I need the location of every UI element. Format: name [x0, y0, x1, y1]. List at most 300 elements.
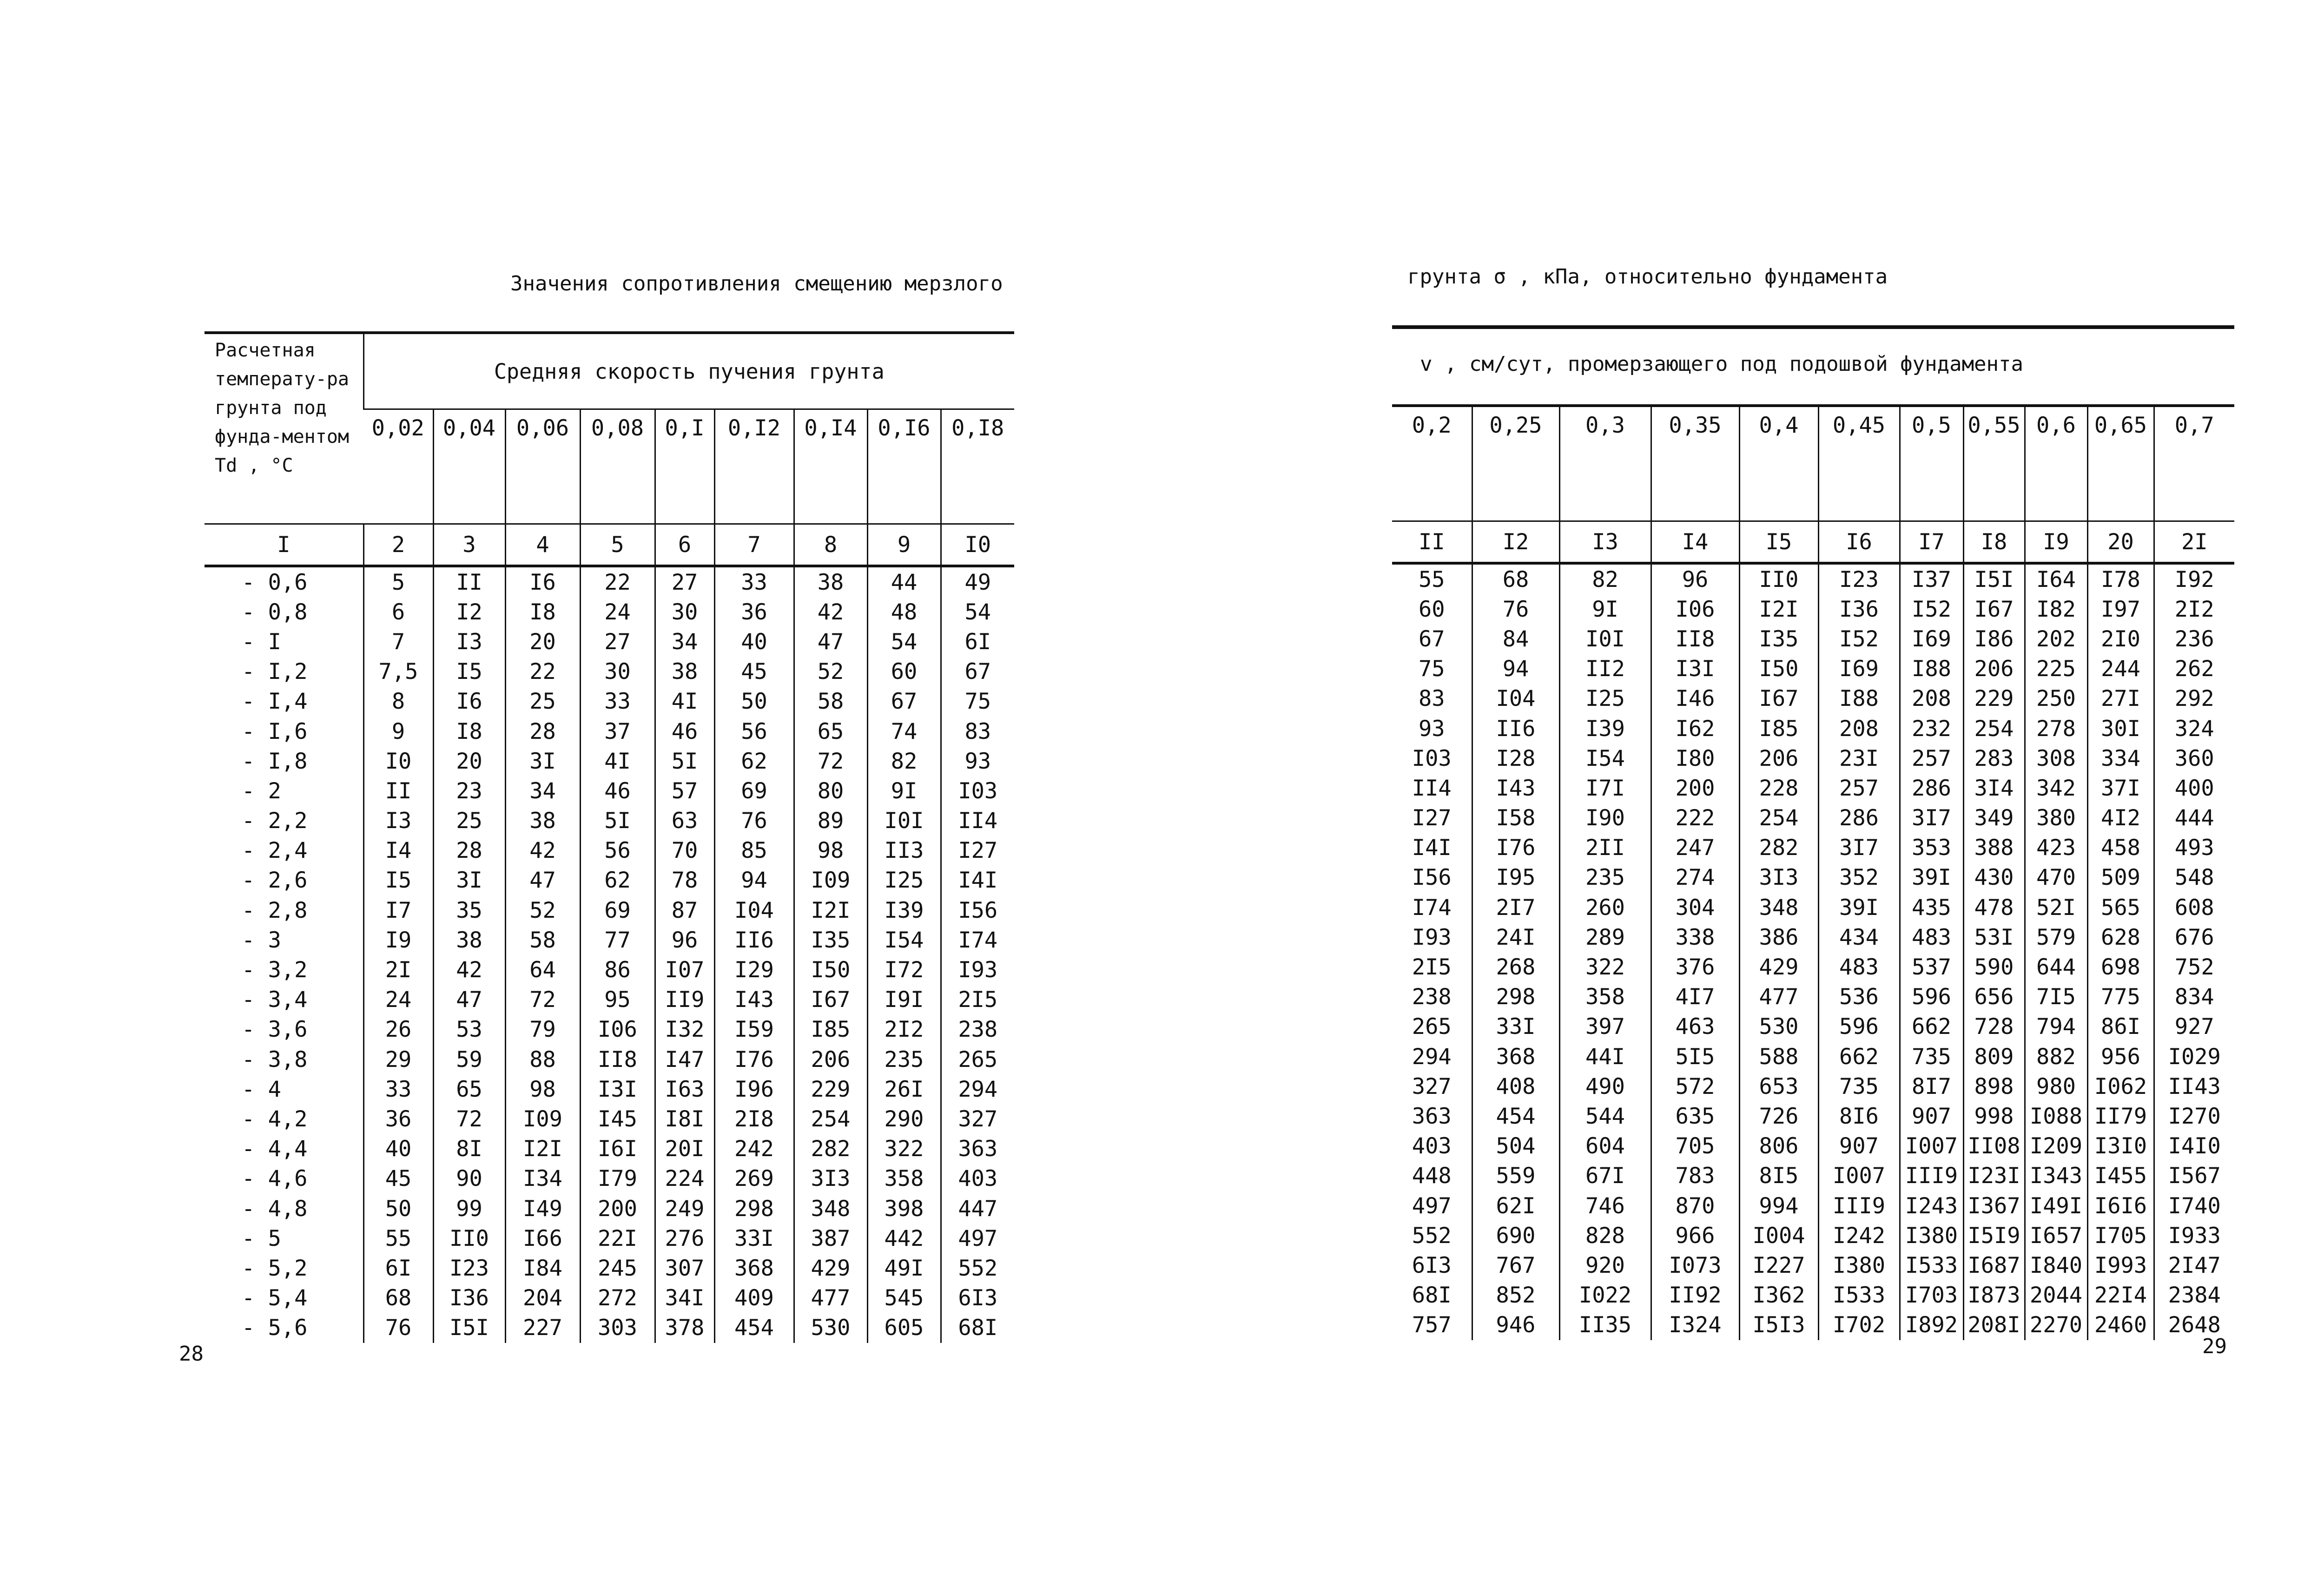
- table-cell: 304: [1651, 893, 1739, 922]
- table-cell: I007: [1900, 1132, 1963, 1161]
- table-cell: 208: [1818, 714, 1900, 743]
- table-cell: I2I: [505, 1134, 580, 1164]
- table-cell: 504: [1472, 1132, 1559, 1161]
- table-cell: 54: [867, 627, 941, 657]
- column-number: 2I: [2154, 521, 2234, 564]
- table-row: [1392, 922, 2234, 952]
- right-column-numbers-row: [1392, 521, 2234, 564]
- table-cell: 29: [363, 1045, 433, 1074]
- table-cell: 60: [1418, 596, 1445, 622]
- table-cell: 52: [505, 895, 580, 925]
- table-cell: 298: [714, 1194, 794, 1224]
- table-cell: 907: [1900, 1101, 1963, 1131]
- table-cell: I657: [2025, 1221, 2087, 1250]
- table-cell: 363: [941, 1134, 1014, 1164]
- table-cell: 726: [1739, 1101, 1818, 1131]
- table-cell: I67: [1963, 594, 2025, 624]
- table-cell: 8I: [433, 1134, 505, 1164]
- table-cell: 93: [1418, 716, 1445, 742]
- table-row: [205, 1313, 1014, 1343]
- table-cell: III9: [1900, 1161, 1963, 1191]
- table-cell: 286: [1818, 803, 1900, 833]
- table-row: [205, 1045, 1014, 1074]
- table-cell: I04: [714, 895, 794, 925]
- table-row: [205, 1164, 1014, 1194]
- table-cell: 20I: [655, 1134, 714, 1164]
- table-cell: 444: [2154, 803, 2234, 833]
- column-number: 7: [714, 524, 794, 566]
- table-cell: I80: [1651, 743, 1739, 773]
- table-cell: I29: [714, 955, 794, 985]
- table-row: [1392, 982, 2234, 1012]
- table-cell: I39: [1559, 714, 1651, 743]
- temperature-cell: - 2,6: [242, 868, 308, 894]
- table-cell: 735: [1818, 1072, 1900, 1101]
- table-cell: 380: [2025, 803, 2087, 833]
- table-row: [1392, 1132, 2234, 1161]
- table-cell: 852: [1472, 1281, 1559, 1310]
- table-cell: 966: [1651, 1221, 1739, 1250]
- table-cell: 208: [1900, 684, 1963, 714]
- table-cell: I54: [1559, 743, 1651, 773]
- table-cell: 236: [2154, 624, 2234, 654]
- table-cell: 946: [1472, 1310, 1559, 1340]
- table-cell: 206: [794, 1045, 867, 1074]
- table-cell: 8I7: [1900, 1072, 1963, 1101]
- table-cell: I022: [1559, 1281, 1651, 1310]
- table-cell: 68I: [941, 1313, 1014, 1343]
- table-row: [205, 627, 1014, 657]
- temperature-cell: - I: [242, 629, 281, 655]
- table-cell: I8I: [655, 1104, 714, 1134]
- table-cell: 200: [1651, 773, 1739, 803]
- table-row: [1392, 563, 2234, 594]
- left-page-title: Значения сопротивления смещению мерзлого: [510, 272, 1003, 296]
- table-cell: 249: [655, 1194, 714, 1224]
- table-cell: I4I0: [2154, 1132, 2234, 1161]
- table-cell: II3: [867, 836, 941, 866]
- table-cell: 7: [363, 627, 433, 657]
- table-cell: 39I: [1818, 893, 1900, 922]
- table-cell: 269: [714, 1164, 794, 1194]
- table-cell: 635: [1651, 1101, 1739, 1131]
- table-cell: 5I: [580, 806, 655, 836]
- table-cell: I09: [505, 1104, 580, 1134]
- table-cell: I993: [2087, 1250, 2154, 1280]
- table-cell: I27: [941, 836, 1014, 866]
- table-cell: 698: [2087, 952, 2154, 982]
- table-cell: 75: [1418, 656, 1445, 682]
- left-data-table: [205, 331, 1014, 1343]
- table-cell: 604: [1559, 1132, 1651, 1161]
- table-cell: 38: [794, 566, 867, 597]
- table-cell: I96: [714, 1074, 794, 1104]
- table-cell: 579: [2025, 922, 2087, 952]
- table-row: [1392, 1250, 2234, 1280]
- table-cell: 920: [1559, 1250, 1651, 1280]
- column-number: I7: [1900, 521, 1963, 564]
- table-cell: 76: [363, 1313, 433, 1343]
- table-cell: 30: [580, 657, 655, 687]
- speed-value-header: 0,6: [2025, 406, 2087, 521]
- table-cell: 80: [794, 776, 867, 806]
- table-cell: 497: [1412, 1193, 1452, 1219]
- table-cell: 72: [794, 746, 867, 776]
- table-row: [1392, 594, 2234, 624]
- table-cell: 206: [1739, 743, 1818, 773]
- table-cell: I23: [1818, 563, 1900, 594]
- table-cell: 20: [433, 746, 505, 776]
- table-cell: 8I5: [1739, 1161, 1818, 1191]
- speed-value-header: 0,45: [1818, 406, 1900, 521]
- table-row: [205, 1104, 1014, 1134]
- table-cell: 6I3: [941, 1283, 1014, 1313]
- table-cell: 99: [433, 1194, 505, 1224]
- table-cell: II92: [1651, 1281, 1739, 1310]
- table-cell: 24: [363, 985, 433, 1015]
- table-cell: 67I: [1559, 1161, 1651, 1191]
- table-cell: 265: [1412, 1014, 1452, 1040]
- table-cell: 98: [794, 836, 867, 866]
- table-cell: I227: [1739, 1250, 1818, 1280]
- table-cell: 834: [2154, 982, 2234, 1012]
- column-number: I2: [1472, 521, 1559, 564]
- table-cell: 565: [2087, 893, 2154, 922]
- table-cell: 409: [714, 1283, 794, 1313]
- table-cell: 289: [1559, 922, 1651, 952]
- table-cell: 545: [867, 1283, 941, 1313]
- table-cell: 52I: [2025, 893, 2087, 922]
- table-cell: I702: [1818, 1310, 1900, 1340]
- table-cell: 87: [655, 895, 714, 925]
- table-cell: 327: [941, 1104, 1014, 1134]
- table-cell: I9: [363, 925, 433, 955]
- table-cell: I23I: [1963, 1161, 2025, 1191]
- speed-value-header: 0,7: [2154, 406, 2234, 521]
- column-number: I0: [941, 524, 1014, 566]
- table-cell: 4I: [580, 746, 655, 776]
- table-cell: I43: [1472, 773, 1559, 803]
- table-cell: 200: [580, 1194, 655, 1224]
- table-row: [1392, 1042, 2234, 1072]
- table-cell: 286: [1900, 773, 1963, 803]
- table-cell: I47: [655, 1045, 714, 1074]
- table-cell: 327: [1412, 1073, 1452, 1099]
- table-cell: 368: [1472, 1042, 1559, 1072]
- table-cell: I380: [1818, 1250, 1900, 1280]
- table-cell: 227: [505, 1313, 580, 1343]
- table-cell: 478: [1963, 893, 2025, 922]
- table-cell: 225: [2025, 654, 2087, 684]
- table-cell: 254: [794, 1104, 867, 1134]
- table-cell: 324: [2154, 714, 2234, 743]
- table-cell: I93: [941, 955, 1014, 985]
- table-cell: I63: [655, 1074, 714, 1104]
- table-cell: 3I3: [794, 1164, 867, 1194]
- table-cell: 47: [505, 866, 580, 895]
- table-cell: 3I4: [1963, 773, 2025, 803]
- column-number: I6: [1818, 521, 1900, 564]
- table-cell: I5I: [1963, 563, 2025, 594]
- table-cell: 454: [714, 1313, 794, 1343]
- table-cell: 39I: [1900, 863, 1963, 893]
- table-cell: 56: [580, 836, 655, 866]
- table-cell: 477: [794, 1283, 867, 1313]
- table-cell: I85: [794, 1015, 867, 1045]
- table-cell: I705: [2087, 1221, 2154, 1250]
- table-cell: 45: [363, 1164, 433, 1194]
- table-row: [1392, 833, 2234, 863]
- table-cell: I7: [363, 895, 433, 925]
- table-cell: 235: [1559, 863, 1651, 893]
- temperature-cell: - 3,8: [242, 1046, 308, 1072]
- table-cell: 662: [1818, 1042, 1900, 1072]
- table-cell: 3I3: [1739, 863, 1818, 893]
- table-cell: 84: [1472, 624, 1559, 654]
- speed-value-header: 0,65: [2087, 406, 2154, 521]
- table-cell: 49I: [867, 1253, 941, 1283]
- table-cell: 90: [433, 1164, 505, 1194]
- table-row: [1392, 743, 2234, 773]
- speed-value-header: 0,55: [1963, 406, 2025, 521]
- column-number: I3: [1559, 521, 1651, 564]
- table-cell: 7,5: [363, 657, 433, 687]
- table-cell: I8: [433, 717, 505, 746]
- table-cell: I3I0: [2087, 1132, 2154, 1161]
- table-cell: 398: [867, 1194, 941, 1224]
- table-cell: 2270: [2025, 1310, 2087, 1340]
- table-cell: 95: [580, 985, 655, 1015]
- speed-value-header: 0,I6: [867, 409, 941, 524]
- table-cell: 397: [1559, 1012, 1651, 1042]
- table-cell: 274: [1651, 863, 1739, 893]
- table-cell: I4I: [1412, 835, 1452, 861]
- table-cell: III9: [1818, 1191, 1900, 1221]
- table-cell: I93: [1412, 924, 1452, 950]
- table-row: [1392, 684, 2234, 714]
- table-cell: 544: [1559, 1101, 1651, 1131]
- table-cell: 272: [580, 1283, 655, 1313]
- table-cell: I6I6: [2087, 1191, 2154, 1221]
- table-cell: 47: [433, 985, 505, 1015]
- table-cell: 676: [2154, 922, 2234, 952]
- table-cell: 6: [363, 597, 433, 627]
- table-cell: 68I: [1412, 1283, 1452, 1309]
- table-cell: II: [433, 566, 505, 597]
- table-cell: 69: [714, 776, 794, 806]
- table-cell: 463: [1651, 1012, 1739, 1042]
- temperature-cell: - 3,4: [242, 987, 308, 1013]
- table-cell: 242: [714, 1134, 794, 1164]
- table-cell: 794: [2025, 1012, 2087, 1042]
- speed-value-header: 0,06: [505, 409, 580, 524]
- table-cell: 590: [1963, 952, 2025, 982]
- table-cell: 22I: [580, 1224, 655, 1253]
- table-cell: I07: [655, 955, 714, 985]
- table-cell: II4: [941, 806, 1014, 836]
- column-numbers-row: [205, 524, 1014, 566]
- table-cell: 7I5: [2025, 982, 2087, 1012]
- table-cell: I703: [1900, 1281, 1963, 1310]
- table-cell: 24: [580, 597, 655, 627]
- table-cell: I52: [1900, 594, 1963, 624]
- table-cell: 530: [794, 1313, 867, 1343]
- table-cell: 3I: [505, 746, 580, 776]
- table-row: [205, 1283, 1014, 1313]
- table-cell: I892: [1900, 1310, 1963, 1340]
- table-cell: 322: [1559, 952, 1651, 982]
- speed-value-header: 0,25: [1472, 406, 1559, 521]
- temperature-cell: - 0,6: [242, 569, 308, 595]
- table-cell: I367: [1963, 1191, 2025, 1221]
- table-cell: I43: [714, 985, 794, 1015]
- temperature-cell: - 4,4: [242, 1136, 308, 1162]
- table-row: [205, 1074, 1014, 1104]
- table-cell: I49I: [2025, 1191, 2087, 1221]
- table-cell: 537: [1900, 952, 1963, 982]
- temperature-cell: - 4,2: [242, 1106, 308, 1132]
- table-cell: 2I7: [1472, 893, 1559, 922]
- table-cell: 20: [505, 627, 580, 657]
- table-cell: 40: [714, 627, 794, 657]
- column-number: 8: [794, 524, 867, 566]
- table-cell: I840: [2025, 1250, 2087, 1280]
- table-cell: 25: [505, 687, 580, 717]
- table-cell: 54: [941, 597, 1014, 627]
- right-page-title: [1407, 265, 1888, 289]
- table-cell: I72: [867, 955, 941, 985]
- table-cell: 552: [1412, 1223, 1452, 1249]
- table-cell: 509: [2087, 863, 2154, 893]
- table-cell: 783: [1651, 1161, 1739, 1191]
- table-cell: 292: [2154, 684, 2234, 714]
- speed-value-header: 0,08: [580, 409, 655, 524]
- table-cell: 705: [1651, 1132, 1739, 1161]
- table-cell: I79: [580, 1164, 655, 1194]
- table-cell: I455: [2087, 1161, 2154, 1191]
- table-cell: 4I7: [1651, 982, 1739, 1012]
- table-cell: 334: [2087, 743, 2154, 773]
- table-cell: I49: [505, 1194, 580, 1224]
- table-cell: 294: [941, 1074, 1014, 1104]
- table-cell: 998: [1963, 1101, 2025, 1131]
- table-cell: 250: [2025, 684, 2087, 714]
- table-cell: 22: [505, 657, 580, 687]
- table-cell: 235: [867, 1045, 941, 1074]
- table-cell: 596: [1900, 982, 1963, 1012]
- table-cell: I09: [794, 866, 867, 895]
- table-cell: 690: [1472, 1221, 1559, 1250]
- table-cell: 2I5: [941, 985, 1014, 1015]
- table-cell: 2I0: [2087, 624, 2154, 654]
- table-row: [1392, 654, 2234, 684]
- table-cell: 88: [505, 1045, 580, 1074]
- table-cell: I2I: [794, 895, 867, 925]
- table-cell: 6I: [363, 1253, 433, 1283]
- table-cell: I27: [1412, 805, 1452, 831]
- table-cell: 483: [1900, 922, 1963, 952]
- table-cell: 403: [1412, 1133, 1452, 1159]
- table-cell: 956: [2087, 1042, 2154, 1072]
- table-cell: 53: [433, 1015, 505, 1045]
- table-cell: I58: [1472, 803, 1559, 833]
- table-cell: 994: [1739, 1191, 1818, 1221]
- table-cell: I66: [505, 1224, 580, 1253]
- speed-value-header: 0,I: [655, 409, 714, 524]
- speed-value-header: 0,I4: [794, 409, 867, 524]
- table-cell: 229: [794, 1074, 867, 1104]
- table-cell: 65: [794, 717, 867, 746]
- table-cell: 9I: [867, 776, 941, 806]
- table-cell: 348: [794, 1194, 867, 1224]
- table-cell: 78: [655, 866, 714, 895]
- table-cell: I25: [1559, 684, 1651, 714]
- table-cell: 349: [1963, 803, 2025, 833]
- table-cell: I67: [794, 985, 867, 1015]
- table-cell: I85: [1739, 714, 1818, 743]
- table-cell: I4I: [941, 866, 1014, 895]
- table-cell: 33I: [1472, 1012, 1559, 1042]
- table-cell: 572: [1651, 1072, 1739, 1101]
- table-cell: 76: [1472, 594, 1559, 624]
- table-cell: I95: [1472, 863, 1559, 893]
- table-cell: 82: [1559, 563, 1651, 594]
- table-cell: 423: [2025, 833, 2087, 863]
- temperature-cell: - 5,4: [242, 1285, 308, 1311]
- table-cell: I3I: [1651, 654, 1739, 684]
- table-cell: 34: [505, 776, 580, 806]
- table-cell: 559: [1472, 1161, 1559, 1191]
- table-row: [205, 955, 1014, 985]
- table-cell: I5: [363, 866, 433, 895]
- table-cell: I56: [1412, 865, 1452, 891]
- table-cell: 376: [1651, 952, 1739, 982]
- table-cell: 57: [655, 776, 714, 806]
- table-cell: 254: [1963, 714, 2025, 743]
- table-cell: I362: [1739, 1281, 1818, 1310]
- table-cell: I0I: [1559, 624, 1651, 654]
- table-cell: I533: [1818, 1281, 1900, 1310]
- temperature-cell: - I,4: [242, 689, 308, 715]
- table-cell: 33: [580, 687, 655, 717]
- column-number: I9: [2025, 521, 2087, 564]
- temperature-cell: - 2,4: [242, 838, 308, 864]
- table-cell: 290: [867, 1104, 941, 1134]
- table-cell: I2I: [1739, 594, 1818, 624]
- table-cell: 232: [1900, 714, 1963, 743]
- table-cell: 94: [1472, 654, 1559, 684]
- table-cell: I4: [363, 836, 433, 866]
- speed-value-header: 0,5: [1900, 406, 1963, 521]
- table-cell: 448: [1412, 1163, 1452, 1189]
- table-cell: I270: [2154, 1101, 2234, 1131]
- table-cell: 644: [2025, 952, 2087, 982]
- table-cell: 22: [580, 566, 655, 597]
- left-table-body: [205, 566, 1014, 1343]
- table-row: [205, 566, 1014, 597]
- column-number: 5: [580, 524, 655, 566]
- table-cell: 552: [941, 1253, 1014, 1283]
- column-number: I5: [1739, 521, 1818, 564]
- table-cell: 403: [941, 1164, 1014, 1194]
- table-cell: 42: [794, 597, 867, 627]
- table-cell: II43: [2154, 1072, 2234, 1101]
- table-cell: 435: [1900, 893, 1963, 922]
- speed-value-header: 0,I8: [941, 409, 1014, 524]
- table-cell: I88: [1900, 654, 1963, 684]
- table-row: [1392, 952, 2234, 982]
- table-cell: 62I: [1472, 1191, 1559, 1221]
